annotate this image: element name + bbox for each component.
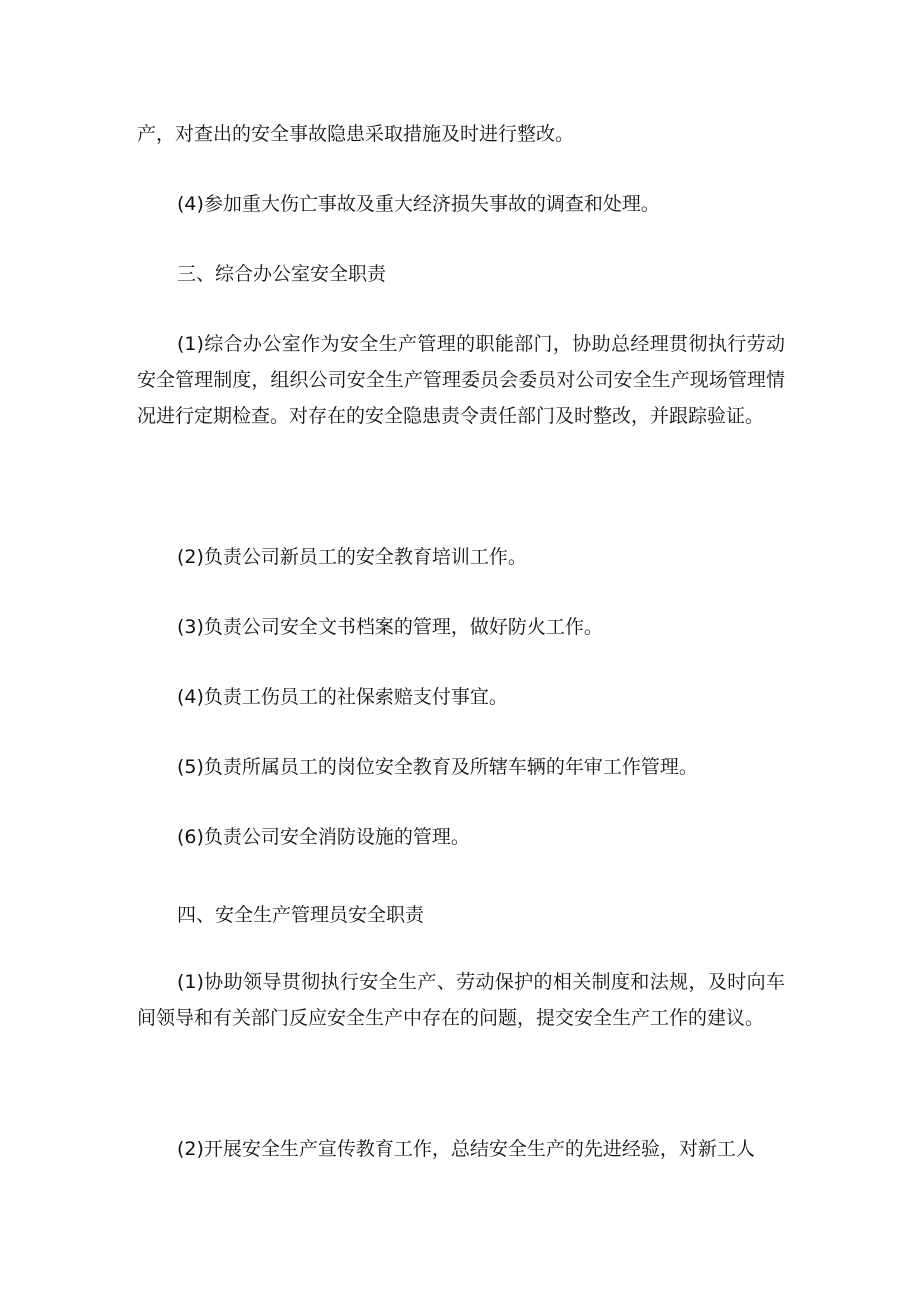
paragraph-office-item-4: (4)负责工伤员工的社保索赔支付事宜。 [177, 686, 508, 708]
paragraph-office-item-6: (6)负责公司安全消防设施的管理。 [177, 826, 470, 848]
paragraph-office-item-2: (2)负责公司新员工的安全教育培训工作。 [177, 546, 527, 568]
section-heading-office-duties: 三、综合办公室安全职责 [177, 263, 387, 285]
paragraph-office-item-1: (1)综合办公室作为安全生产管理的职能部门，协助总经理贯彻执行劳动安全管理制度，组织公司安全生产管理委员会委员对公司安全生产现场管理情况进行定期检查。对存在的安全隐患责令责任部门及时整改，并跟踪验证。 [137, 333, 785, 427]
paragraph-item-4-major-accidents: (4)参加重大伤亡事故及重大经济损失事故的调查和处理。 [177, 193, 660, 215]
paragraph-office-item-5: (5)负责所属员工的岗位安全教育及所辖车辆的年审工作管理。 [177, 756, 698, 778]
paragraph-manager-item-1: (1)协助领导贯彻执行安全生产、劳动保护的相关制度和法规，及时向车间领导和有关部门反应安全生产中存在的问题，提交安全生产工作的建议。 [137, 971, 785, 1029]
paragraph-office-item-3: (3)负责公司安全文书档案的管理，做好防火工作。 [177, 616, 603, 638]
paragraph-continuation: 产，对查出的安全事故隐患采取措施及时进行整改。 [137, 123, 575, 145]
paragraph-manager-item-2: (2)开展安全生产宣传教育工作，总结安全生产的先进经验，对新工人 [177, 1138, 755, 1160]
section-heading-safety-manager-duties: 四、安全生产管理员安全职责 [177, 904, 425, 926]
